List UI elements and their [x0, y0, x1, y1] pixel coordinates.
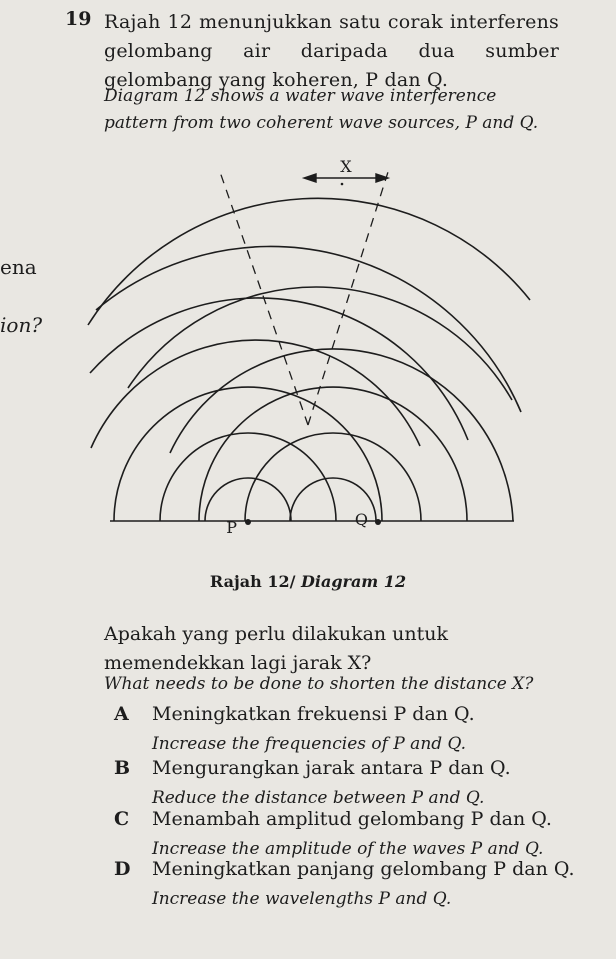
wavefront-q-5 — [128, 287, 512, 400]
label-q: Q — [354, 510, 368, 529]
antinodal-line-right — [308, 172, 388, 425]
source-q-dot — [375, 519, 381, 525]
option-d-text-english: Increase the wavelengths P and Q. — [152, 889, 452, 909]
caption-malay: Rajah 12/ — [209, 572, 296, 591]
wavefront-q-6 — [88, 198, 530, 325]
wavefront-p-5 — [90, 298, 468, 440]
wavefront-q-4 — [170, 349, 513, 521]
label-x: X — [340, 157, 352, 176]
label-p: P — [226, 518, 237, 537]
option-b-text-malay: Mengurangkan jarak antara P dan Q. — [152, 757, 511, 779]
margin-fragment-1: ena — [0, 255, 37, 279]
question-number: 19 — [65, 8, 92, 30]
wavefront-p-2 — [160, 433, 336, 521]
option-b-letter: B — [114, 757, 131, 779]
stem-text-malay: Apakah yang perlu dilakukan untuk memendekkan lagi jarak X? — [104, 623, 449, 674]
option-d-letter: D — [114, 858, 131, 880]
diagram-caption — [0, 572, 616, 591]
margin-fragment-2: ion? — [0, 313, 43, 337]
wavefront-p-6 — [96, 246, 521, 412]
midpoint-dot — [341, 183, 344, 186]
source-p-dot — [245, 519, 251, 525]
stem-text-english: What needs to be done to shorten the distance X? — [104, 674, 534, 694]
option-a-text-malay: Meningkatkan frekuensi P dan Q. — [152, 703, 475, 725]
caption-english: Diagram 12 — [301, 572, 407, 591]
interference-diagram — [60, 150, 540, 560]
question-text-malay: Rajah 12 menunjukkan satu corak interferens gelombang air daripada dua sumber gelombang yang koheren, P dan Q. — [104, 11, 559, 91]
option-a-text-english: Increase the frequencies of P and Q. — [152, 734, 467, 754]
option-c-text-english: Increase the amplitude of the waves P and Q. — [152, 839, 544, 859]
option-b-text-english: Reduce the distance between P and Q. — [152, 788, 485, 808]
question-text-english: Diagram 12 shows a water wave interference pattern from two coherent wave sources, P and Q. — [104, 86, 539, 133]
wavefront-p-4 — [91, 340, 420, 448]
option-a-letter: A — [114, 703, 129, 725]
option-d-text-malay: Meningkatkan panjang gelombang P dan Q. — [152, 858, 575, 880]
wavefronts-q — [88, 198, 530, 521]
option-c-letter: C — [114, 808, 130, 830]
wavefront-q-2 — [245, 433, 421, 521]
option-c-text-malay: Menambah amplitud gelombang P dan Q. — [152, 808, 552, 830]
